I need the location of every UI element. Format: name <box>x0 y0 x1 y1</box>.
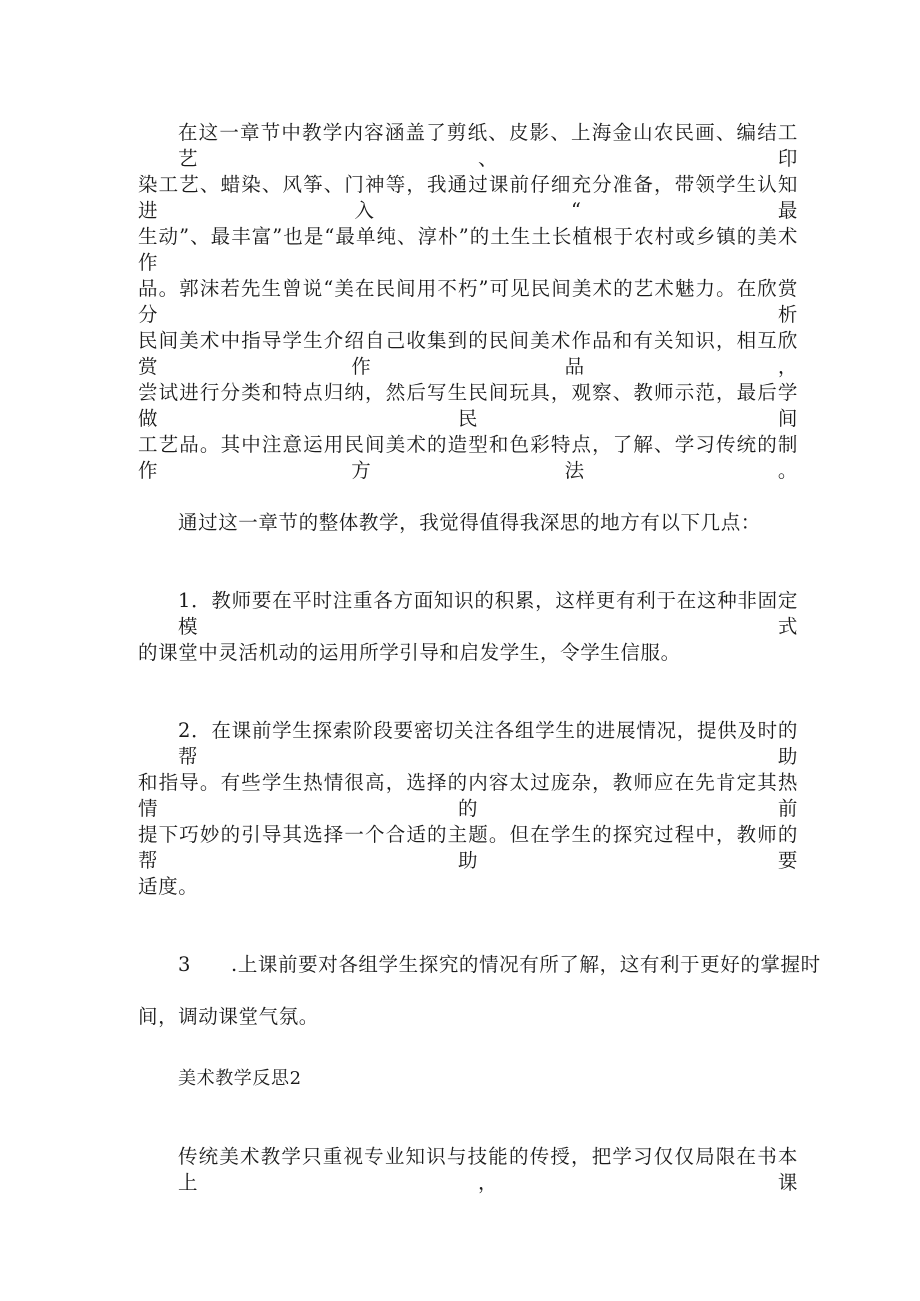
paragraph2-line-1: 通过这一章节的整体教学，我觉得值得我深思的地方有以下几点： <box>178 511 761 534</box>
item3-line-2: 间，调动课堂气氛。 <box>138 1005 319 1028</box>
paragraph1-line-7: 工艺品。其中注意运用民间美术的造型和色彩特点，了解、学习传统的制作方法。 <box>138 433 798 482</box>
item3-line-1 <box>178 952 821 978</box>
item2-line-1: 2．在课前学生探索阶段要密切关注各组学生的进展情况，提供及时的帮助 <box>178 719 798 768</box>
paragraph3-line-1: 传统美术教学只重视专业知识与技能的传授，把学习仅仅局限在书本上，课 <box>178 1145 798 1194</box>
paragraph1-line-3: 生动”、最丰富”也是“最单纯、淳朴”的土生土长植根于农村或乡镇的美术作 <box>138 225 798 274</box>
item3-line-1-text: .上课前要对各组学生探究的情况有所了解，这有利于更好的掌握时 <box>231 953 821 976</box>
item1-line-2: 的课堂中灵活机动的运用所学引导和启发学生，令学生信服。 <box>138 641 681 664</box>
paragraph1-line-5: 民间美术中指导学生介绍自己收集到的民间美术作品和有关知识，相互欣赏作品， <box>138 329 798 378</box>
paragraph1-line-4: 品。郭沫若先生曾说“美在民间用不朽”可见民间美术的艺术魅力。在欣赏分析 <box>138 277 798 326</box>
item2-line-4: 适度。 <box>138 875 199 898</box>
item3-number: 3 <box>178 953 192 976</box>
paragraph1-line-1: 在这一章节中教学内容涵盖了剪纸、皮影、上海金山农民画、编结工艺、印 <box>178 121 798 170</box>
item2-line-2: 和指导。有些学生热情很高，选择的内容太过庞杂，教师应在先肯定其热情的前 <box>138 771 798 820</box>
item2-line-3: 提下巧妙的引导其选择一个合适的主题。但在学生的探究过程中，教师的帮助要 <box>138 823 798 872</box>
section-heading: 美术教学反思2 <box>178 1068 302 1089</box>
paragraph1-line-2: 染工艺、蜡染、风筝、门神等，我通过课前仔细充分准备，带领学生认知进入“最 <box>138 173 798 222</box>
paragraph1-line-6: 尝试进行分类和特点归纳，然后写生民间玩具，观察、教师示范，最后学做民间 <box>138 381 798 430</box>
item1-line-1: 1．教师要在平时注重各方面知识的积累，这样更有利于在这种非固定模式 <box>178 589 798 638</box>
